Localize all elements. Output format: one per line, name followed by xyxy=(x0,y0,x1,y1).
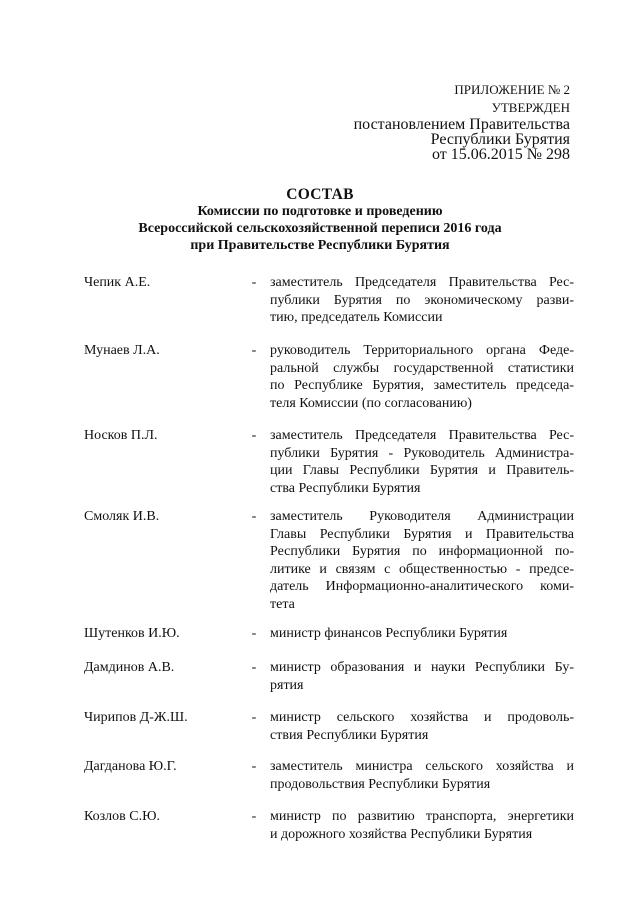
role-line: руководитель Территориального органа Феде- xyxy=(270,343,574,358)
title-line-3: при Правительстве Республики Бурятия xyxy=(190,238,450,253)
member-role xyxy=(270,427,574,497)
approved-label: УТВЕРЖДЕН xyxy=(491,100,570,115)
role-line: ства Республики Бурятия xyxy=(270,480,421,496)
decree-line-3: от 15.06.2015 № 298 xyxy=(431,146,570,163)
role-line: датель Информационно-аналитического коми- xyxy=(270,579,574,594)
role-line: заместитель Председателя Правительства Рес- xyxy=(270,275,574,290)
member-role xyxy=(270,659,574,694)
member-name: Козлов С.Ю. xyxy=(84,809,160,824)
document-title: СОСТАВ xyxy=(286,186,354,203)
member-name: Носков П.Л. xyxy=(84,428,158,443)
member-dash: - xyxy=(251,626,257,641)
member-dash: - xyxy=(251,660,257,675)
member-role xyxy=(270,274,574,327)
member-dash: - xyxy=(251,809,257,824)
member-role xyxy=(270,709,574,744)
role-line: заместитель министра сельского хозяйства и xyxy=(270,759,574,774)
member-role xyxy=(270,508,574,613)
member-dash: - xyxy=(251,275,257,290)
role-line: ции Главы Республики Бурятия и Правитель- xyxy=(270,463,574,478)
title-line-1: Комиссии по подготовке и проведению xyxy=(197,204,443,219)
member-role xyxy=(270,808,574,843)
role-line: ствия Республики Бурятия xyxy=(270,727,429,743)
role-line: министр финансов Республики Бурятия xyxy=(270,626,508,641)
member-role xyxy=(270,758,574,793)
role-line: публики Бурятия по экономическому разви- xyxy=(270,292,574,308)
member-name: Дагданова Ю.Г. xyxy=(84,759,177,774)
role-line: Главы Республики Бурятия и Правительства xyxy=(270,526,574,542)
role-line: теля Комиссии (по согласованию) xyxy=(270,395,472,411)
role-line: литике и связям с общественностью - предсе- xyxy=(270,561,574,577)
role-line: рятия xyxy=(270,677,304,693)
role-line: министр образования и науки Республики Бу- xyxy=(270,660,574,675)
role-line: тию, председатель Комиссии xyxy=(270,310,443,325)
role-line: тета xyxy=(270,596,295,612)
member-name: Смоляк И.В. xyxy=(84,509,160,524)
role-line: и дорожного хозяйства Республики Бурятия xyxy=(270,826,533,842)
appendix-label: ПРИЛОЖЕНИЕ № 2 xyxy=(454,82,570,97)
role-line: заместитель Председателя Правительства Рес- xyxy=(270,428,574,443)
role-line: Республики Бурятия по информационной по- xyxy=(270,544,574,559)
role-line: министр сельского хозяйства и продоволь- xyxy=(270,710,574,725)
member-name: Шутенков И.Ю. xyxy=(84,626,180,641)
decree-line-1: постановлением Правительства xyxy=(353,116,570,133)
member-dash: - xyxy=(251,509,257,524)
decree-line-2: Республики Бурятия xyxy=(430,131,570,148)
member-dash: - xyxy=(251,759,257,774)
role-line: заместитель Руководителя Администрации xyxy=(270,509,574,524)
role-line: продовольствия Республики Бурятия xyxy=(270,776,491,792)
member-dash: - xyxy=(251,710,257,725)
member-role xyxy=(270,625,574,643)
role-line: министр по развитию транспорта, энергетики xyxy=(270,809,574,824)
role-line: публики Бурятия - Руководитель Администра- xyxy=(270,445,574,461)
member-dash: - xyxy=(251,343,257,358)
member-dash: - xyxy=(251,428,257,443)
role-line: по Республике Бурятия, заместитель председа- xyxy=(270,378,574,393)
title-line-2: Всероссийской сельскохозяйственной переписи 2016 года xyxy=(138,221,502,236)
role-line: ральной службы государственной статистики xyxy=(270,360,574,376)
member-name: Чепик А.Е. xyxy=(84,275,151,290)
member-name: Мунаев Л.А. xyxy=(84,343,160,358)
member-name: Чирипов Д-Ж.Ш. xyxy=(84,710,188,725)
member-name: Дамдинов А.В. xyxy=(84,660,175,675)
member-role xyxy=(270,342,574,412)
